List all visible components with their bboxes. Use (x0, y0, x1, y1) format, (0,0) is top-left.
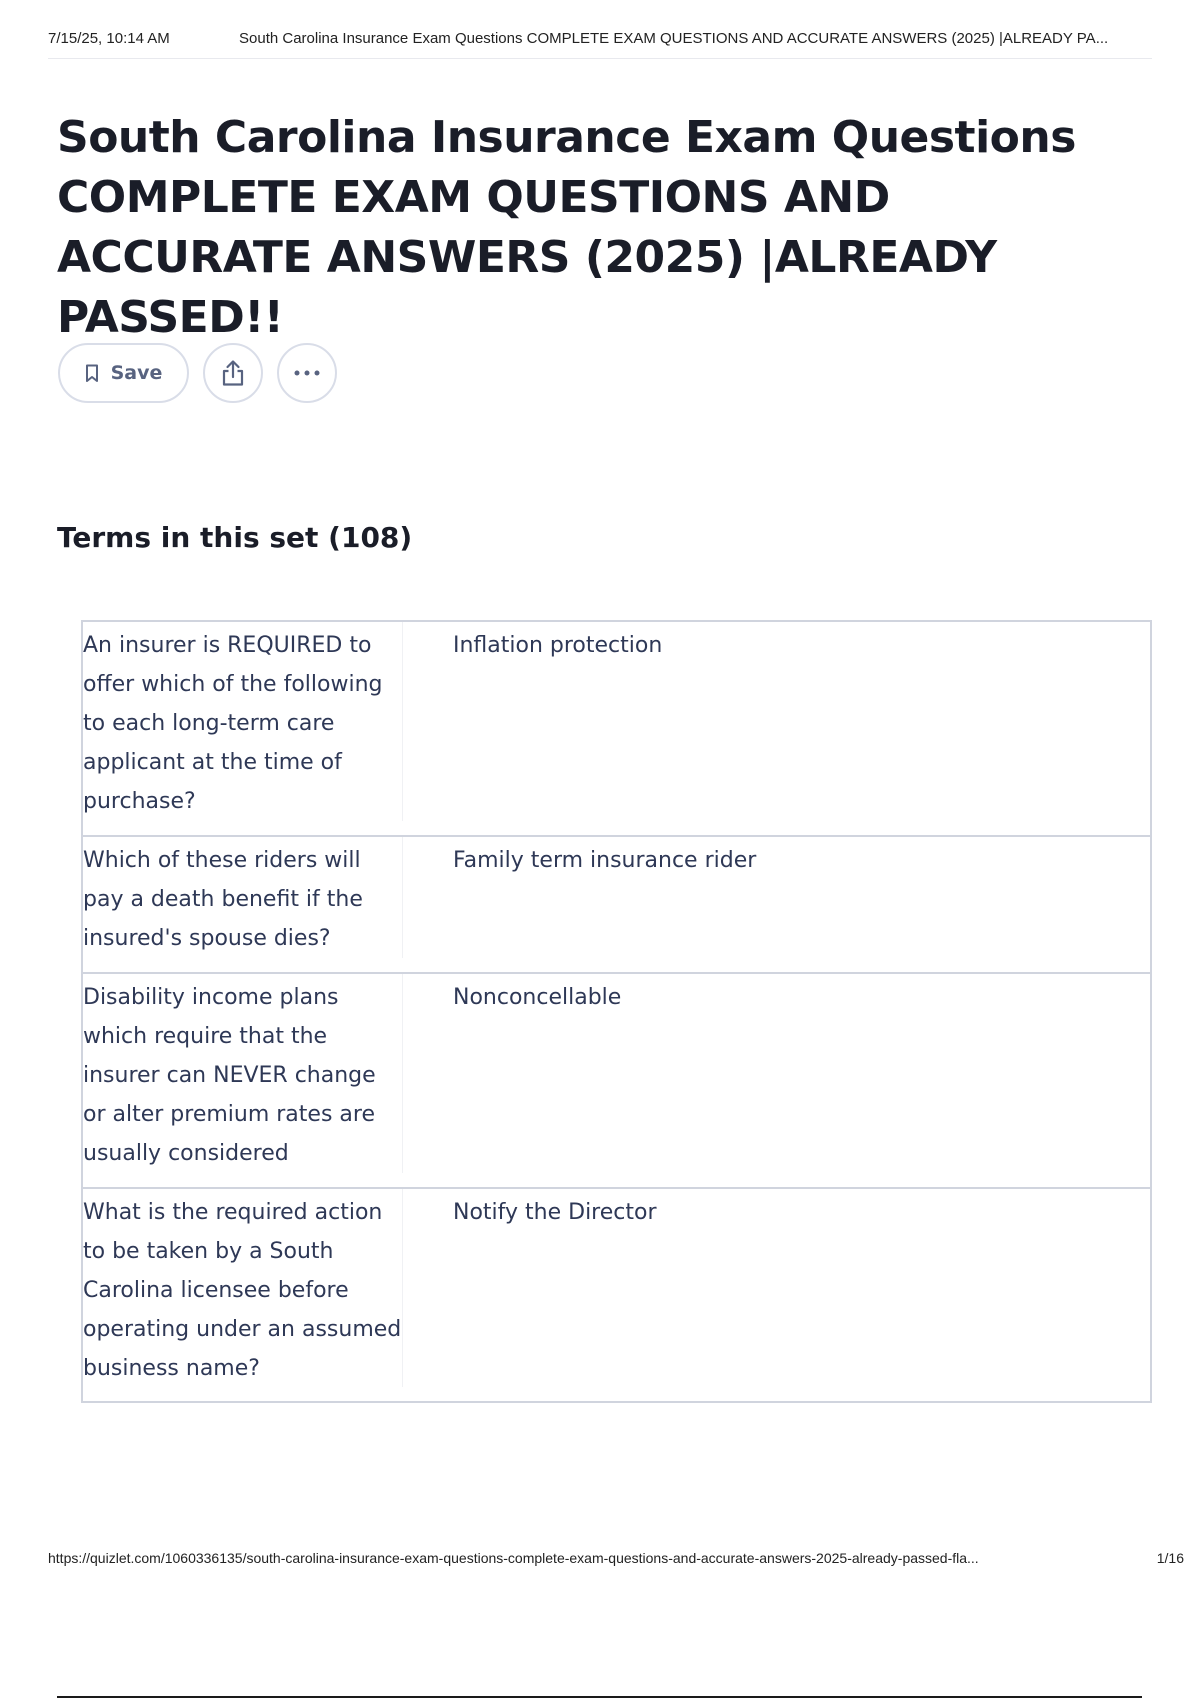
page-bottom-divider (57, 1696, 1142, 1698)
print-footer (48, 1550, 1184, 1570)
definition-text: Notify the Director (453, 1200, 657, 1225)
definition-text: Family term insurance rider (453, 848, 757, 873)
action-bar (58, 343, 337, 403)
save-label: Save (110, 362, 163, 384)
terms-heading: Terms in this set (108) (57, 521, 413, 554)
term-row[interactable] (83, 837, 1150, 974)
header-divider (48, 58, 1152, 59)
print-url: https://quizlet.com/1060336135/south-carolina-insurance-exam-questions-complete-exam-questions-and-accurate-answers-2025-already-passed-fla... (48, 1550, 979, 1566)
save-button[interactable] (58, 343, 189, 403)
term-text: An insurer is REQUIRED to offer which of the following to each long-term care applicant at the time of purchase? (83, 622, 403, 821)
definition-text: Inflation protection (453, 633, 663, 658)
page-number: 1/16 (1156, 1550, 1184, 1566)
print-header (48, 30, 1182, 50)
term-text: Which of these riders will pay a death benefit if the insured's spouse dies? (83, 837, 403, 958)
term-text: What is the required action to be taken by a South Carolina licensee before operating under an assumed business name? (83, 1189, 403, 1387)
share-button[interactable] (203, 343, 263, 403)
definition-text: Nonconcellable (453, 985, 622, 1010)
print-doc-title: South Carolina Insurance Exam Questions COMPLETE EXAM QUESTIONS AND ACCURATE ANSWERS (2025) |ALREADY PA... (239, 30, 1109, 47)
term-row[interactable] (83, 974, 1150, 1189)
term-text: Disability income plans which require that the insurer can NEVER change or alter premium rates are usually considered (83, 974, 403, 1173)
share-icon (220, 359, 246, 387)
more-options-icon (293, 370, 321, 376)
term-row[interactable] (83, 622, 1150, 837)
bookmark-icon (85, 364, 99, 383)
term-row[interactable] (83, 1189, 1150, 1403)
terms-table (81, 620, 1152, 1403)
page-title: South Carolina Insurance Exam Questions COMPLETE EXAM QUESTIONS AND ACCURATE ANSWERS (2025) |ALREADY PASSED!! (57, 112, 1076, 343)
more-options-button[interactable] (277, 343, 337, 403)
print-datetime: 7/15/25, 10:14 AM (48, 30, 170, 47)
